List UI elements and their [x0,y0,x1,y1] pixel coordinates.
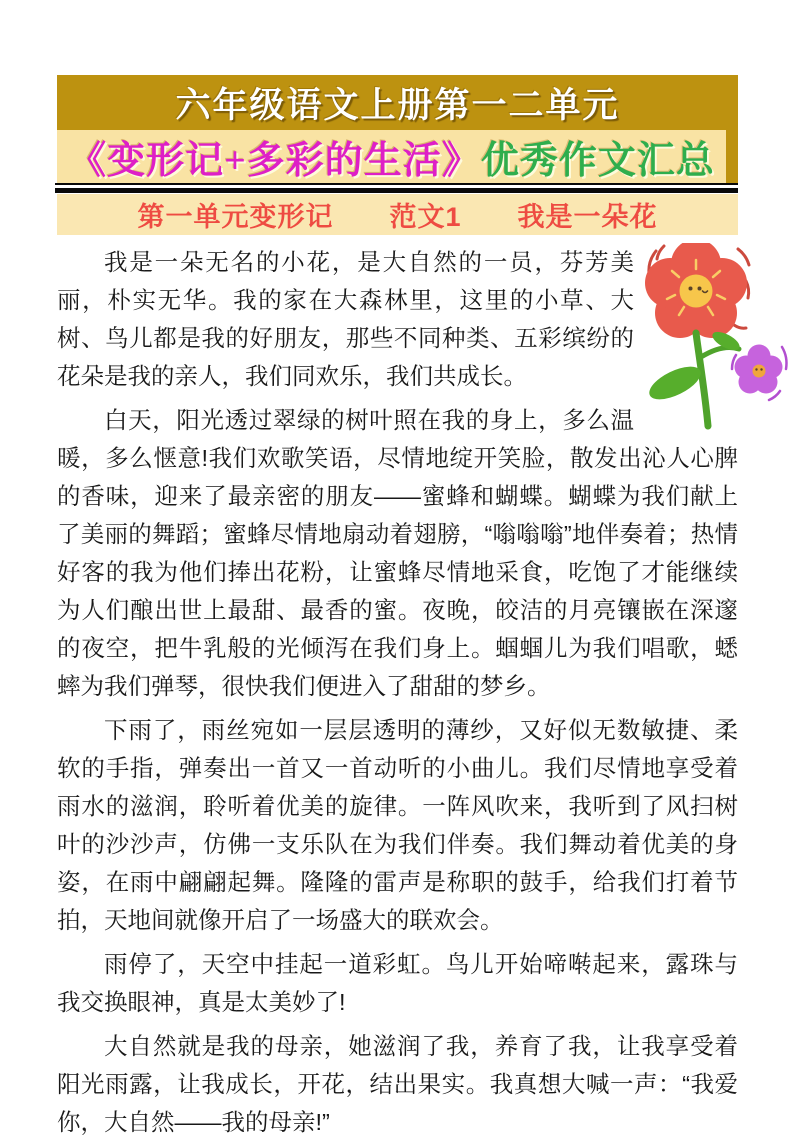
subtitle-rest: 优秀作文汇总 [480,140,715,182]
main-title: 六年级语文上册第一二单元 [175,85,620,125]
essay-paragraph: 下雨了，雨丝宛如一层层透明的薄纱，又好似无数敏捷、柔软的手指，弹奏出一首又一首动听的小曲儿。我们尽情地享受着雨水的滋润，聆听着优美的旋律。一阵风吹来，我听到了风扫树叶的沙沙声，仿佛一支乐队在为我们伴奏。我们舞动着优美的身姿，在雨中翩翩起舞。隆隆的雷声是称职的鼓手，给我们打着节拍，天地间就像开启了一场盛大的联欢会。 [57,717,738,933]
header-banner [57,75,738,183]
smiling-flowers-icon [642,243,790,431]
essay-paragraph: 白天，阳光透过翠绿的树叶照在我的身上，多么温暖，多么惬意!我们欢歌笑语，尽情地绽开笑脸，散发出沁人心脾的香味，迎来了最亲密的朋友——蜜蜂和蝴蝶。蝴蝶为我们献上了美丽的舞蹈；蜜蜂尽情地扇动着翅膀，“嗡嗡嗡”地伴奏着；热情好客的我为他们捧出花粉，让蜜蜂尽情地采食，吃饱了才能继续为人们酿出世上最甜、最香的蜜。夜晚，皎洁的月亮镶嵌在深邃的夜空，把牛乳般的光倾泻在我们身上。蝈蝈儿为我们唱歌，蟋蟀为我们弹琴，很快我们便进入了甜甜的梦乡。 [57,407,738,699]
banner-gold-row [57,75,738,130]
essay-paragraph: 我是一朵无名的小花，是大自然的一员，芬芳美丽，朴实无华。我的家在大森林里，这里的小草、大树、鸟儿都是我的好朋友，那些不同种类、五彩缤纷的花朵是我的亲人，我们同欢乐，我们共成长。 [57,249,634,389]
essay-body [57,243,738,1147]
flower-illustration [642,243,790,431]
essay-paragraph: 大自然就是我的母亲，她滋润了我，养育了我，让我享受着阳光雨露，让我成长，开花，结出果实。我真想大喊一声：“我爱你，大自然——我的母亲!” [57,1033,738,1135]
section-heading: 第一单元变形记 范文1 我是一朵花 [137,202,658,232]
double-rule-divider [55,183,738,193]
banner-cream-row [57,130,726,183]
section-heading-bar [57,194,738,235]
essay-paragraph: 雨停了，天空中挂起一道彩虹。鸟儿开始啼啭起来，露珠与我交换眼神，真是太美妙了! [57,951,738,1015]
subtitle-highlight: 《变形记+多彩的生活》 [68,140,481,182]
